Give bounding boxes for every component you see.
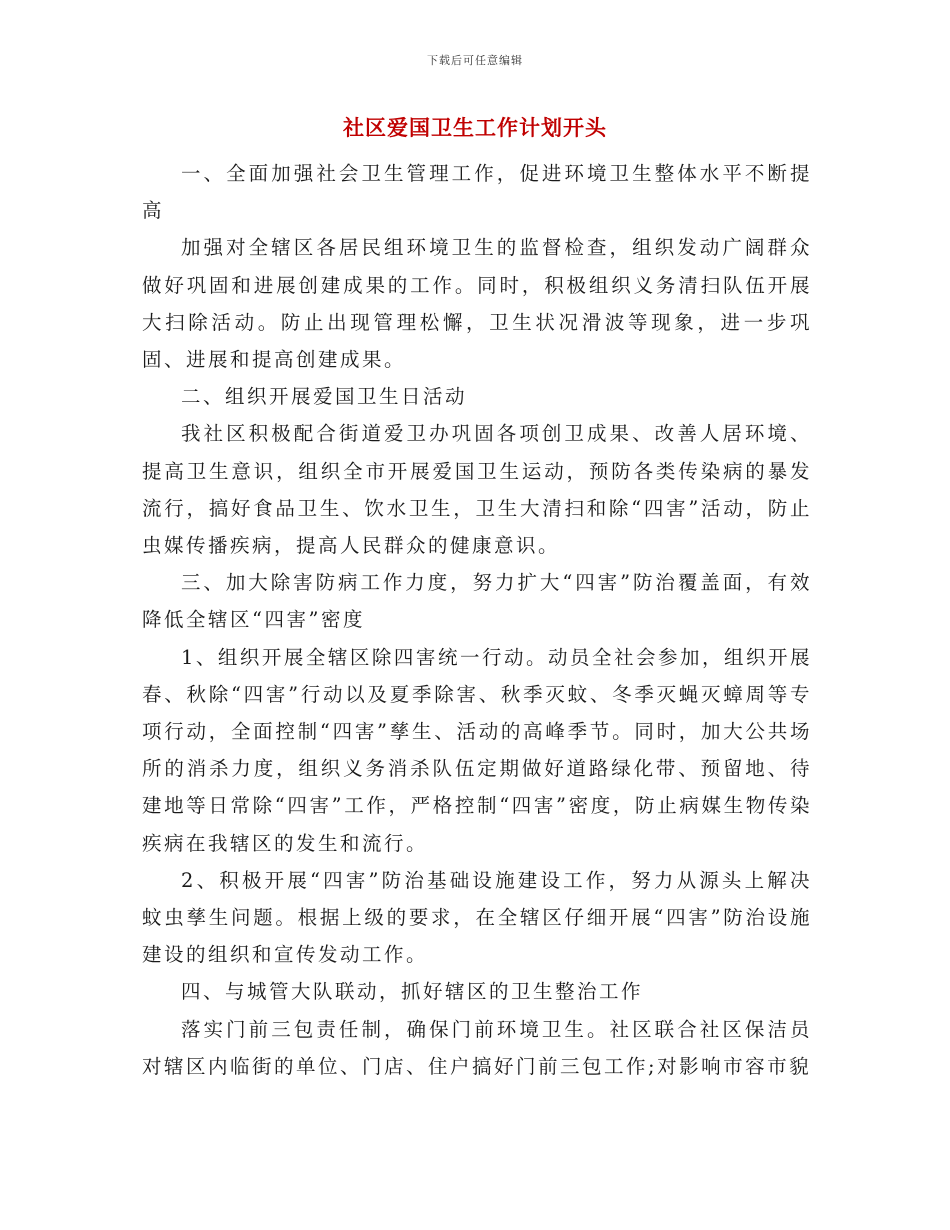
paragraph: 1、组织开展全辖区除四害统一行动。动员全社会参加，组织开展春、秋除“四害”行动以及夏季除害、秋季灭蚊、冬季灭蝇灭蟑周等专项行动，全面控制“四害”孳生、活动的高峰季节。同时，加大公共场所的消杀力度，组织义务消杀队伍定期做好道路绿化带、预留地、待建地等日常除“四害”工作，严格控制“四害”密度，防止病媒生物传染疾病在我辖区的发生和流行。 <box>142 645 812 855</box>
paragraph: 我社区积极配合街道爱卫办巩固各项创卫成果、改善人居环境、提高卫生意识，组织全市开展爱国卫生运动，预防各类传染病的暴发流行，搞好食品卫生、饮水卫生，卫生大清扫和除“四害”活动，防止虫媒传播疾病，提高人民群众的健康意识。 <box>142 422 812 558</box>
header-note: 下载后可任意编辑 <box>427 54 523 67</box>
section-heading-3: 三、加大除害防病工作力度，努力扩大“四害”防治覆盖面，有效降低全辖区“四害”密度 <box>142 571 812 632</box>
section-heading-2: 二、组织开展爱国卫生日活动 <box>181 385 468 409</box>
paragraph: 落实门前三包责任制，确保门前环境卫生。社区联合社区保洁员对辖区内临街的单位、门店、住户搞好门前三包工作;对影响市容市貌 <box>142 1017 812 1078</box>
document-title: 社区爱国卫生工作计划开头 <box>343 115 607 140</box>
section-heading-4: 四、与城管大队联动，抓好辖区的卫生整治工作 <box>181 980 644 1004</box>
section-heading-1: 一、全面加强社会卫生管理工作，促进环境卫生整体水平不断提高 <box>142 162 812 223</box>
document-body <box>142 155 812 1085</box>
paragraph: 加强对全辖区各居民组环境卫生的监督检查，组织发动广阔群众做好巩固和进展创建成果的工作。同时，积极组织义务清扫队伍开展大扫除活动。防止出现管理松懈，卫生状况滑波等现象，进一步巩固、进展和提高创建成果。 <box>142 236 812 372</box>
paragraph: 2、积极开展“四害”防治基础设施建设工作，努力从源头上解决蚊虫孳生问题。根据上级的要求，在全辖区仔细开展“四害”防治设施建设的组织和宣传发动工作。 <box>142 868 812 967</box>
